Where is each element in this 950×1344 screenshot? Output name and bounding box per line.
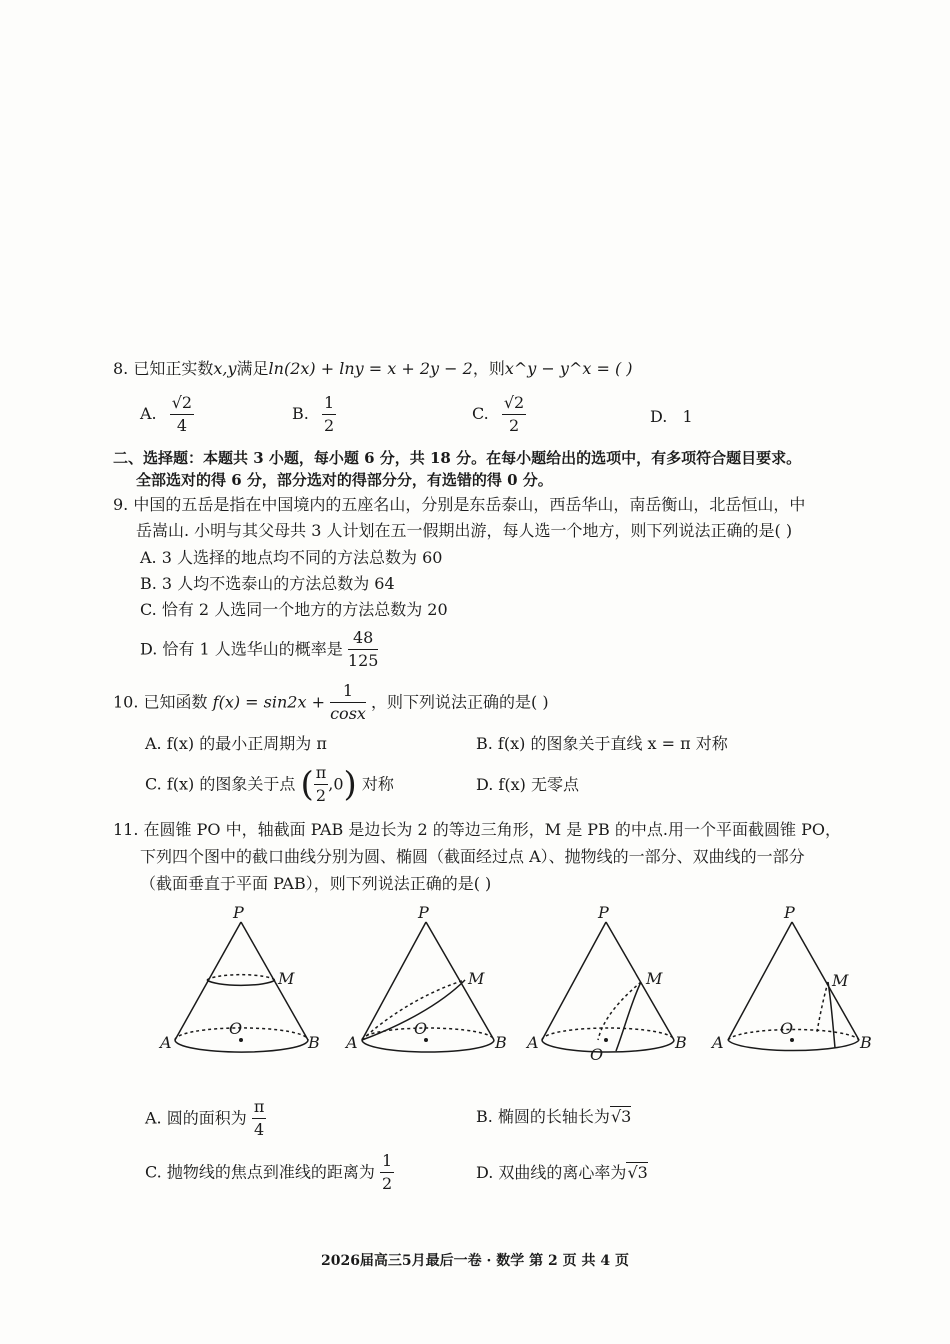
label-m: M <box>468 969 485 988</box>
label-b: B <box>495 1033 507 1052</box>
q11-option-c: C. 抛物线的焦点到准线的距离为 $\frac{1}{2}$ <box>145 1151 393 1193</box>
q9-option-c: C. 恰有 2 人选同一个地方的方法总数为 20 <box>140 600 448 619</box>
label-p: P <box>418 903 429 922</box>
q8-number: 8. <box>113 359 129 378</box>
q10-option-b: B. f(x) 的图象关于直线 x = π 对称 <box>476 734 728 753</box>
q8-equation: ln(2x) + lny = x + 2y − 2 <box>268 359 473 378</box>
label-o: O <box>590 1045 604 1064</box>
q8-option-d: D. 1 <box>650 407 693 426</box>
section2-heading-line1: 二、选择题：本题共 3 小题，每小题 6 分，共 18 分。在每小题给出的选项中，有多项符合题目要求。 <box>113 449 802 467</box>
label-p: P <box>233 903 244 922</box>
q9-option-b: B. 3 人均不选泰山的方法总数为 64 <box>140 574 395 593</box>
q10-option-d: D. f(x) 无零点 <box>476 775 579 794</box>
label-p: P <box>784 903 795 922</box>
q11-option-a: A. 圆的面积为 $\frac{\pi}{4}$ <box>145 1097 265 1139</box>
q11-option-d: D. 双曲线的离心率为√3 <box>476 1163 648 1182</box>
q10-function: f(x) = sin2x + <box>212 692 325 712</box>
q10-number: 10. <box>113 692 139 712</box>
label-o: O <box>229 1019 243 1038</box>
q11-option-b: B. 椭圆的长轴长为√3 <box>476 1107 632 1126</box>
q8-option-c: C. $\frac{√2}{2}$ <box>472 393 525 435</box>
q9-stem-line2: 岳嵩山. 小明与其父母共 3 人计划在五一假期出游，每人选一个地方，则下列说法正确的是( ) <box>136 521 793 540</box>
q11-number: 11. <box>113 820 139 839</box>
label-m: M <box>646 969 663 988</box>
q9-number: 9. <box>113 495 129 514</box>
section2-heading-line2: 全部选对的得 6 分，部分选对的得部分分，有选错的得 0 分。 <box>136 471 553 489</box>
label-b: B <box>675 1033 687 1052</box>
label-b: B <box>860 1033 872 1052</box>
label-b: B <box>308 1033 320 1052</box>
q9-option-a: A. 3 人选择的地点均不同的方法总数为 60 <box>140 548 443 567</box>
label-a: A <box>527 1033 539 1052</box>
q11-stem-line3: （截面垂直于平面 PAB），则下列说法正确的是( ) <box>140 874 492 893</box>
q9-stem-line1: 9. 中国的五岳是指在中国境内的五座名山，分别是东岳泰山，西岳华山，南岳衡山，北岳恒山，中 <box>113 495 806 514</box>
label-a: A <box>346 1033 358 1052</box>
q11-stem-line1: 11. 在圆锥 PO 中，轴截面 PAB 是边长为 2 的等边三角形，M 是 PB 的中点.用一个平面截圆锥 PO， <box>113 820 841 839</box>
label-a: A <box>160 1033 172 1052</box>
label-a: A <box>712 1033 724 1052</box>
q8-option-a: A. $\frac{√2}{4}$ <box>140 393 193 435</box>
label-m: M <box>278 969 295 988</box>
q10-option-a: A. f(x) 的最小正周期为 π <box>145 734 327 753</box>
q8-option-b: B. $\frac{1}{2}$ <box>292 393 335 435</box>
cone-diagrams <box>0 900 950 1070</box>
q11-stem-line2: 下列四个图中的截口曲线分别为圆、椭圆（截面经过点 A）、抛物线的一部分、双曲线的一部分 <box>140 847 805 866</box>
page-footer: 2026届高三5月最后一卷 · 数学 第 2 页 共 4 页 <box>320 1253 630 1269</box>
q10-stem: 10. 已知函数 f(x) = sin2x + $\frac{1}{\cos x}$ ，则下列说法正确的是( ) <box>113 681 549 723</box>
label-o: O <box>414 1019 428 1038</box>
q10-option-c: C. f(x) 的图象关于点 ( $\frac{\pi}{2}$ ,0) 对称 <box>145 763 394 805</box>
q8-expression: x^y − y^x = ( ) <box>504 359 633 378</box>
label-p: P <box>598 903 609 922</box>
label-o: O <box>780 1019 794 1038</box>
label-m: M <box>832 971 849 990</box>
q8-stem: 8. 已知正实数x,y满足ln(2x) + lny = x + 2y − 2，则x^y − y^x = ( ) <box>113 359 633 378</box>
q9-option-d: D. 恰有 1 人选华山的概率是 $\frac{48}{125}$ <box>140 628 379 670</box>
